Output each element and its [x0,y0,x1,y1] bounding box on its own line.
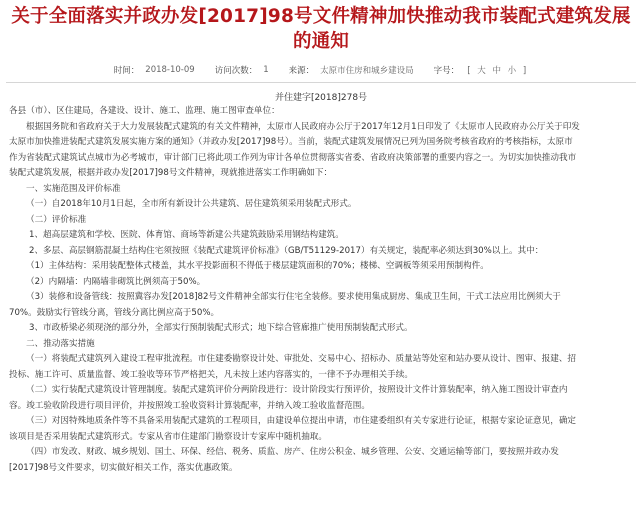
article-body [0,104,642,476]
source-value: 太原市住房和城乡建设局 [320,66,414,76]
paragraph-line: （3）装修和设备管线：按照冀容办发[2018]82号文件精神全部实行住宅全装修。要求使用集成厨房、集成卫生间，干式工法应用比例须大于 [26,292,561,302]
divider [6,82,636,83]
paragraph-line: （一）自2018年10月1日起，全市所有新设计公共建筑、居住建筑须采用装配式形式。 [26,199,357,209]
paragraph-line: 容。竣工验收阶段进行项目评价，并按照竣工验收资料计算装配率，并纳入竣工验收监督范围。 [9,400,370,411]
section-heading: 二、推动落实措施 [26,338,95,349]
fontsize-switcher [465,64,528,76]
time-value: 2018-10-09 [145,65,195,75]
section-heading: 一、实施范围及评价标准 [26,183,121,194]
fontsize-label: 字号： [433,66,460,76]
views-value: 1 [263,65,269,75]
paragraph-line: 70%。鼓励实行管线分离，管线分离比例应高于50%。 [9,307,220,318]
views-label: 访问次数： [214,66,258,76]
paragraph-line: 根据国务院和省政府关于大力发展装配式建筑的有关文件精神，太原市人民政府办公厅于2017年12月1日印发了《太原市人民政府办公厅关于印发 [26,121,580,132]
fontsize-medium-link[interactable]: 中 [492,66,501,76]
paragraph-line: （四）市发改、财政、城乡规划、国土、环保、经信、税务、质监、房产、住房公积金、城乡管理、公安、交通运输等部门，要按照并政办发 [26,447,559,457]
doc-number: 并住建字[2018]278号 [274,93,368,103]
subsection-heading: （二）评价标准 [26,214,87,225]
page-title: 关于全面落实并政办发[2017]98号文件精神加快推动我市装配式建筑发展的通知 [11,6,631,52]
time-label: 时间： [113,66,140,76]
paragraph-line: 装配式建筑发展，根据并政办发[2017]98号文件精神，现就推进落实工作明确如下： [9,168,333,178]
source-label: 来源： [288,66,315,76]
paragraph-line: （三）对因特殊地质条件等不具备采用装配式建筑的工程项目，由建设单位提出申请，市住建委组织有关专家进行论证，根据专家论证意见，确定 [26,416,577,426]
meta-bar [0,60,642,80]
paragraph-line: 投标、施工许可、质量监督、竣工验收等环节严格把关，凡未按上述内容落实的，一律不予办理相关手续。 [9,369,413,380]
paragraph-line: （2）内隔墙：内隔墙非砌筑比例须高于50%。 [26,276,206,287]
paragraph-line: 2、多层、高层钢筋混凝土结构住宅须按照《装配式建筑评价标准》（GB/T51129-2017）有关规定，装配率必须达到30%以上。其中： [29,245,544,256]
paragraph-line: 1、超高层建筑和学校、医院、体育馆、商场等新建公共建筑鼓励采用钢结构建筑。 [29,230,344,240]
paragraph-line: 该项目是否采用装配式建筑形式。专家从省市住建部门勘察设计专家库中随机抽取。 [9,431,327,442]
paragraph-line: 3、市政桥梁必须现浇的部分外，全部实行预制装配式形式；地下综合管廊推广使用预制装配式形式。 [29,323,413,333]
fontsize-close-bracket: ] [522,66,527,76]
paragraph-line: （一）将装配式建筑列入建设工程审批流程。市住建委勘察设计处、审批处、交易中心、招标办、质量站等处室和站办要从设计、图审、报建、招 [26,354,577,364]
fontsize-small-link[interactable]: 小 [507,66,517,76]
paragraph-line: 作为省装配式建筑试点城市为必考城市，审计部门已将此项工作列为审计各单位贯彻落实省委、省政府决策部署的重要内容之一。为切实加快推动我市 [9,152,577,163]
paragraph-line: （1）主体结构：采用装配整体式楼盖，其水平投影面积不得低于楼层建筑面积的70%；楼梯、空调板等须采用预制构件。 [26,261,489,271]
fontsize-large-link[interactable]: 大 [477,66,486,76]
paragraph-line: （二）实行装配式建筑设计管理制度。装配式建筑评价分两阶段进行：设计阶段实行预评价，按照设计文件计算装配率，纳入施工图设计审查内 [26,385,568,395]
addressee-line: 各县（市）、区住建局，各建设、设计、施工、监理、施工图审查单位： [9,106,280,116]
paragraph-line: 太原市加快推进装配式建筑发展实施方案的通知》（并政办发[2017]98号）。当前，装配式建筑发展情况已列为国务院考核省政府的考核指标，太原市 [9,137,573,147]
fontsize-open-bracket: [ [467,66,471,76]
paragraph-line: [2017]98号文件要求，切实做好相关工作，落实优惠政策。 [9,462,238,473]
